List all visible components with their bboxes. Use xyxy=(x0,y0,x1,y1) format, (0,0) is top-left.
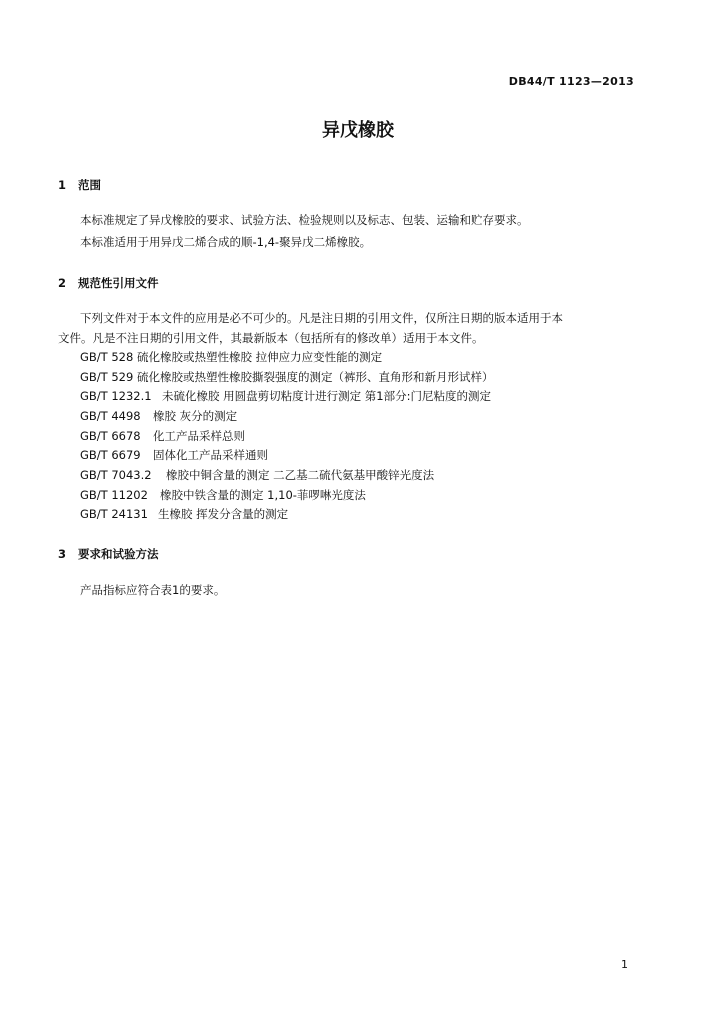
reference-code: GB/T 6678 xyxy=(80,429,141,443)
reference-title: 橡胶中铁含量的测定 1,10-菲啰啉光度法 xyxy=(160,488,366,502)
reference-item xyxy=(80,448,268,462)
reference-code: GB/T 7043.2 xyxy=(80,468,152,482)
section-1-heading xyxy=(58,177,101,193)
reference-code: GB/T 529 xyxy=(80,370,134,384)
normative-intro-line-1: 下列文件对于本文件的应用是必不可少的。凡是注日期的引用文件，仅所注日期的版本适用于本 xyxy=(80,311,563,325)
section-title: 范围 xyxy=(78,178,101,192)
section-title: 要求和试验方法 xyxy=(78,547,159,561)
reference-title: 橡胶 灰分的测定 xyxy=(153,409,238,423)
section-number: 1 xyxy=(58,178,67,192)
reference-title: 橡胶中铜含量的测定 二乙基二硫代氨基甲酸锌光度法 xyxy=(166,468,435,482)
reference-item xyxy=(80,389,491,403)
reference-code: GB/T 4498 xyxy=(80,409,141,423)
reference-code: GB/T 6679 xyxy=(80,448,141,462)
reference-title: 硫化橡胶或热塑性橡胶 拉伸应力应变性能的测定 xyxy=(137,350,383,364)
section-number: 2 xyxy=(58,276,67,290)
standard-code: DB44/T 1123—2013 xyxy=(508,75,634,88)
reference-title: 未硫化橡胶 用圆盘剪切粘度计进行测定 第1部分:门尼粘度的测定 xyxy=(162,389,491,403)
section-number: 3 xyxy=(58,547,67,561)
reference-item xyxy=(80,488,366,502)
section-3-heading xyxy=(58,546,159,562)
document-title: 异戊橡胶 xyxy=(322,120,394,141)
reference-code: GB/T 1232.1 xyxy=(80,389,152,403)
reference-title: 固体化工产品采样通则 xyxy=(153,448,268,462)
page-number: 1 xyxy=(621,958,628,971)
reference-item xyxy=(80,429,245,443)
reference-title: 化工产品采样总则 xyxy=(153,429,245,443)
scope-paragraph-1: 本标准规定了异戊橡胶的要求、试验方法、检验规则以及标志、包装、运输和贮存要求。 xyxy=(80,213,529,227)
reference-item xyxy=(80,409,237,423)
reference-item xyxy=(80,507,288,521)
normative-intro-line-2: 文件。凡是不注日期的引用文件，其最新版本（包括所有的修改单）适用于本文件。 xyxy=(58,331,484,345)
reference-title: 硫化橡胶或热塑性橡胶撕裂强度的测定（裤形、直角形和新月形试样） xyxy=(137,370,494,384)
reference-code: GB/T 24131 xyxy=(80,507,148,521)
reference-item xyxy=(80,350,382,364)
reference-item xyxy=(80,370,494,384)
reference-code: GB/T 528 xyxy=(80,350,134,364)
reference-item xyxy=(80,468,434,482)
section-2-heading xyxy=(58,275,159,291)
reference-code: GB/T 11202 xyxy=(80,488,148,502)
scope-paragraph-2: 本标准适用于用异戊二烯合成的顺-1,4-聚异戊二烯橡胶。 xyxy=(80,235,372,249)
reference-title: 生橡胶 挥发分含量的测定 xyxy=(158,507,289,521)
requirements-paragraph: 产品指标应符合表1的要求。 xyxy=(80,583,226,597)
section-title: 规范性引用文件 xyxy=(78,276,159,290)
